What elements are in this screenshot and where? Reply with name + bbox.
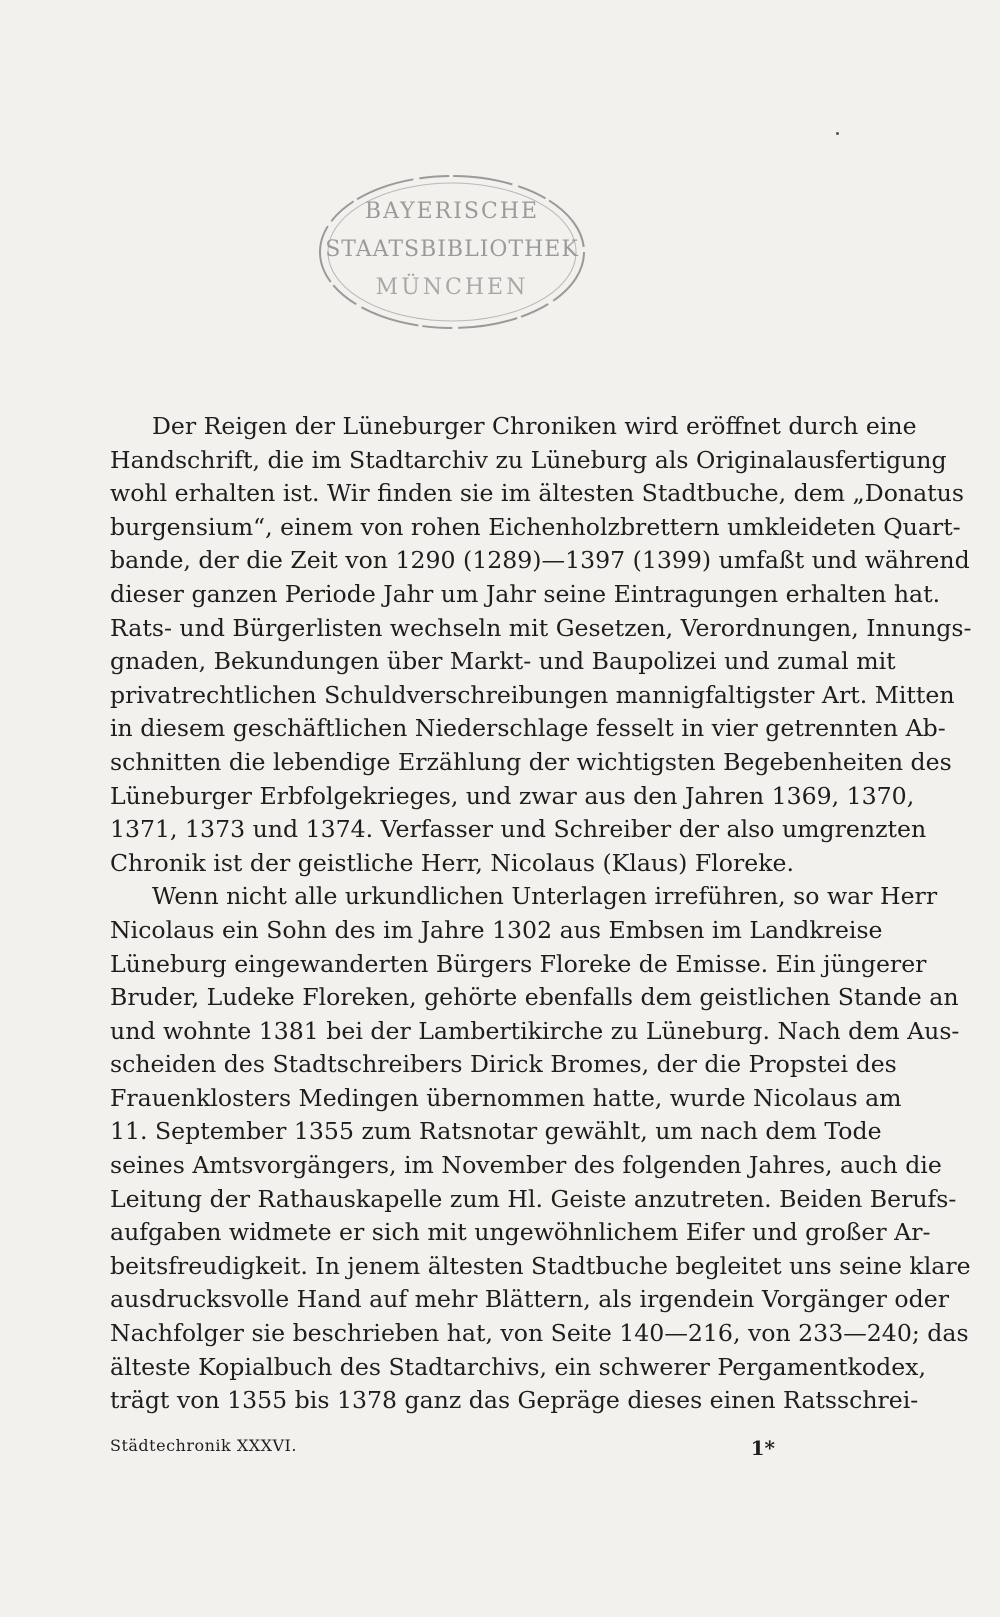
text-line: Nachfolger sie beschrieben hat, von Seite 140—216, von 233—240; das [110, 1319, 969, 1348]
text-line: und wohnte 1381 bei der Lambertikirche zu Lüneburg. Nach dem Aus- [110, 1016, 960, 1045]
text-line: Lüneburg eingewanderten Bürgers Floreke de Emisse. Ein jüngerer [110, 949, 927, 978]
text-line: gnaden, Bekundungen über Markt- und Baupolizei und zumal mit [110, 647, 896, 676]
text-line: Bruder, Ludeke Floreken, gehörte ebenfalls dem geistlichen Stande an [110, 983, 959, 1012]
text-line: Lüneburger Erbfolgekrieges, und zwar aus den Jahren 1369, 1370, [110, 781, 915, 810]
stamp-line-1: BAYERISCHE [364, 199, 540, 224]
text-line: dieser ganzen Periode Jahr um Jahr seine Eintragungen erhalten hat. [110, 579, 941, 608]
text-line: 11. September 1355 zum Ratsnotar gewählt, um nach dem Tode [110, 1117, 882, 1146]
paper-speck [836, 132, 839, 135]
text-line: wohl erhalten ist. Wir finden sie im ältesten Stadtbuche, dem „Donatus [110, 479, 964, 508]
text-line: privatrechtlichen Schuldverschreibungen mannigfaltigster Art. Mitten [110, 680, 955, 709]
paragraph-1 [110, 410, 972, 880]
text-line: Wenn nicht alle urkundlichen Unterlagen irreführen, so war Herr [152, 882, 938, 911]
text-line: bande, der die Zeit von 1290 (1289)—1397 (1399) umfaßt und während [110, 546, 970, 575]
text-line: Handschrift, die im Stadtarchiv zu Lüneburg als Originalausfertigung [110, 445, 947, 474]
text-line: burgensium“, einem von rohen Eichenholzbrettern umkleideten Quart- [110, 512, 961, 541]
stamp-line-3: MÜNCHEN [375, 275, 529, 300]
library-stamp-graphic [312, 168, 592, 336]
text-line: Chronik ist der geistliche Herr, Nicolaus (Klaus) Floreke. [110, 848, 795, 877]
text-line: beitsfreudigkeit. In jenem ältesten Stadtbuche begleitet uns seine klare [110, 1251, 971, 1280]
text-line: scheiden des Stadtschreibers Dirick Bromes, der die Propstei des [110, 1050, 897, 1079]
text-line: 1371, 1373 und 1374. Verfasser und Schreiber der also umgrenzten [110, 815, 927, 844]
page-footer [110, 1436, 815, 1460]
body-text [110, 410, 972, 1418]
text-line: in diesem geschäftlichen Niederschlage fesselt in vier getrennten Ab- [110, 714, 946, 743]
paragraph-2 [110, 880, 971, 1418]
page-number: 1* [750, 1436, 775, 1460]
text-line: aufgaben widmete er sich mit ungewöhnlichem Eifer und großer Ar- [110, 1218, 931, 1247]
text-line: Frauenklosters Medingen übernommen hatte, wurde Nicolaus am [110, 1083, 902, 1112]
text-line: Rats- und Bürgerlisten wechseln mit Gesetzen, Verordnungen, Innungs- [110, 613, 972, 642]
text-line: Leitung der Rathauskapelle zum Hl. Geiste anzutreten. Beiden Berufs- [110, 1184, 957, 1213]
signature-mark: Städtechronik XXXVI. [110, 1436, 297, 1455]
text-line: ausdrucksvolle Hand auf mehr Blättern, als irgendein Vorgänger oder [110, 1285, 949, 1314]
library-stamp [312, 168, 592, 336]
text-line: trägt von 1355 bis 1378 ganz das Gepräge dieses einen Ratsschrei- [110, 1386, 919, 1415]
text-line: Nicolaus ein Sohn des im Jahre 1302 aus Embsen im Landkreise [110, 915, 883, 944]
text-line: seines Amtsvorgängers, im November des folgenden Jahres, auch die [110, 1151, 942, 1180]
text-line: älteste Kopialbuch des Stadtarchivs, ein schwerer Pergamentkodex, [110, 1352, 926, 1381]
stamp-line-2: STAATSBIBLIOTHEK [325, 237, 579, 262]
text-line: Der Reigen der Lüneburger Chroniken wird eröffnet durch eine [152, 412, 917, 440]
text-line: schnitten die lebendige Erzählung der wichtigsten Begebenheiten des [110, 747, 952, 776]
